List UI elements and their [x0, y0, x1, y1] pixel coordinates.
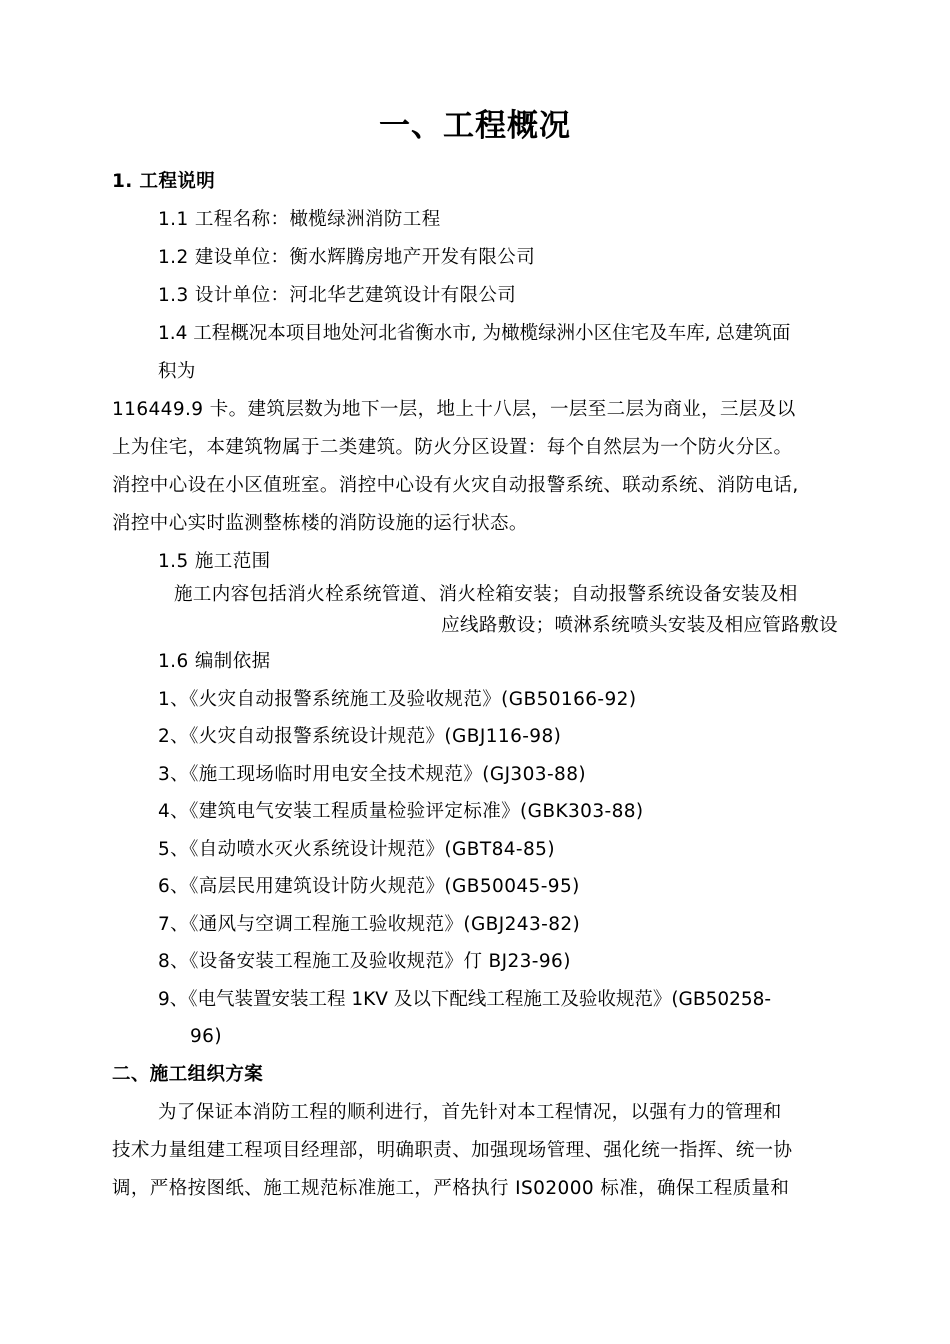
reference-item: 3、《施工现场临时用电安全技术规范》(GJ303-88): [158, 764, 586, 785]
plan-paragraph-line-1: 为了保证本消防工程的顺利进行，首先针对本工程情况，以强有力的管理和: [158, 1102, 782, 1123]
reference-item: 6、《高层民用建筑设计防火规范》(GB50045-95): [158, 876, 580, 897]
scope-line-2: 应线路敷设；喷淋系统喷头安装及相应管路敷设: [441, 615, 838, 636]
reference-item: 9、《电气装置安装工程 1KV 及以下配线工程施工及验收规范》(GB50258-: [158, 989, 772, 1010]
overview-line-1: 1.4 工程概况本项目地处河北省衡水市, 为橄榄绿洲小区住宅及车库, 总建筑面: [158, 323, 791, 344]
reference-item: 4、《建筑电气安装工程质量检验评定标准》(GBK303-88): [158, 801, 644, 822]
overview-line-5: 消控中心设在小区值班室。消控中心设有火灾自动报警系统、联动系统、消防电话,: [112, 475, 799, 496]
scope-heading: 1.5 施工范围: [158, 551, 271, 572]
reference-item: 7、《通风与空调工程施工验收规范》(GBJ243-82): [158, 914, 581, 935]
plan-paragraph-line-3: 调，严格按图纸、施工规范标准施工，严格执行 IS02000 标准，确保工程质量和: [112, 1178, 790, 1199]
overview-line-3: 116449.9 卡。建筑层数为地下一层，地上十八层，一层至二层为商业，三层及以: [112, 399, 796, 420]
section2-heading: 二、施工组织方案: [112, 1064, 264, 1085]
reference-item-continuation: 96): [190, 1026, 222, 1047]
reference-item: 5、《自动喷水灭火系统设计规范》(GBT84-85): [158, 839, 555, 860]
basis-heading: 1.6 编制依据: [158, 651, 271, 672]
page-title: 一、工程概况: [379, 108, 571, 144]
overview-line-6: 消控中心实时监测整栋楼的消防设施的运行状态。: [112, 513, 528, 534]
overview-line-2: 积为: [158, 361, 196, 382]
item-design-unit: 1.3 设计单位：河北华艺建筑设计有限公司: [158, 285, 517, 306]
scope-line-1: 施工内容包括消火栓系统管道、消火栓箱安装；自动报警系统设备安装及相: [174, 584, 798, 605]
reference-item: 8、《设备安装工程施工及验收规范》仃 BJ23-96): [158, 951, 571, 972]
reference-item: 2、《火灾自动报警系统设计规范》(GBJ116-98): [158, 726, 562, 747]
item-construction-unit: 1.2 建设单位：衡水辉腾房地产开发有限公司: [158, 247, 536, 268]
reference-item: 1、《火灾自动报警系统施工及验收规范》(GB50166-92): [158, 689, 637, 710]
overview-line-4: 上为住宅，本建筑物属于二类建筑。防火分区设置：每个自然层为一个防火分区。: [112, 437, 793, 458]
item-project-name: 1.1 工程名称：橄榄绿洲消防工程: [158, 209, 441, 230]
plan-paragraph-line-2: 技术力量组建工程项目经理部，明确职责、加强现场管理、强化统一指挥、统一协: [112, 1140, 793, 1161]
section1-heading: 1. 工程说明: [112, 171, 216, 192]
